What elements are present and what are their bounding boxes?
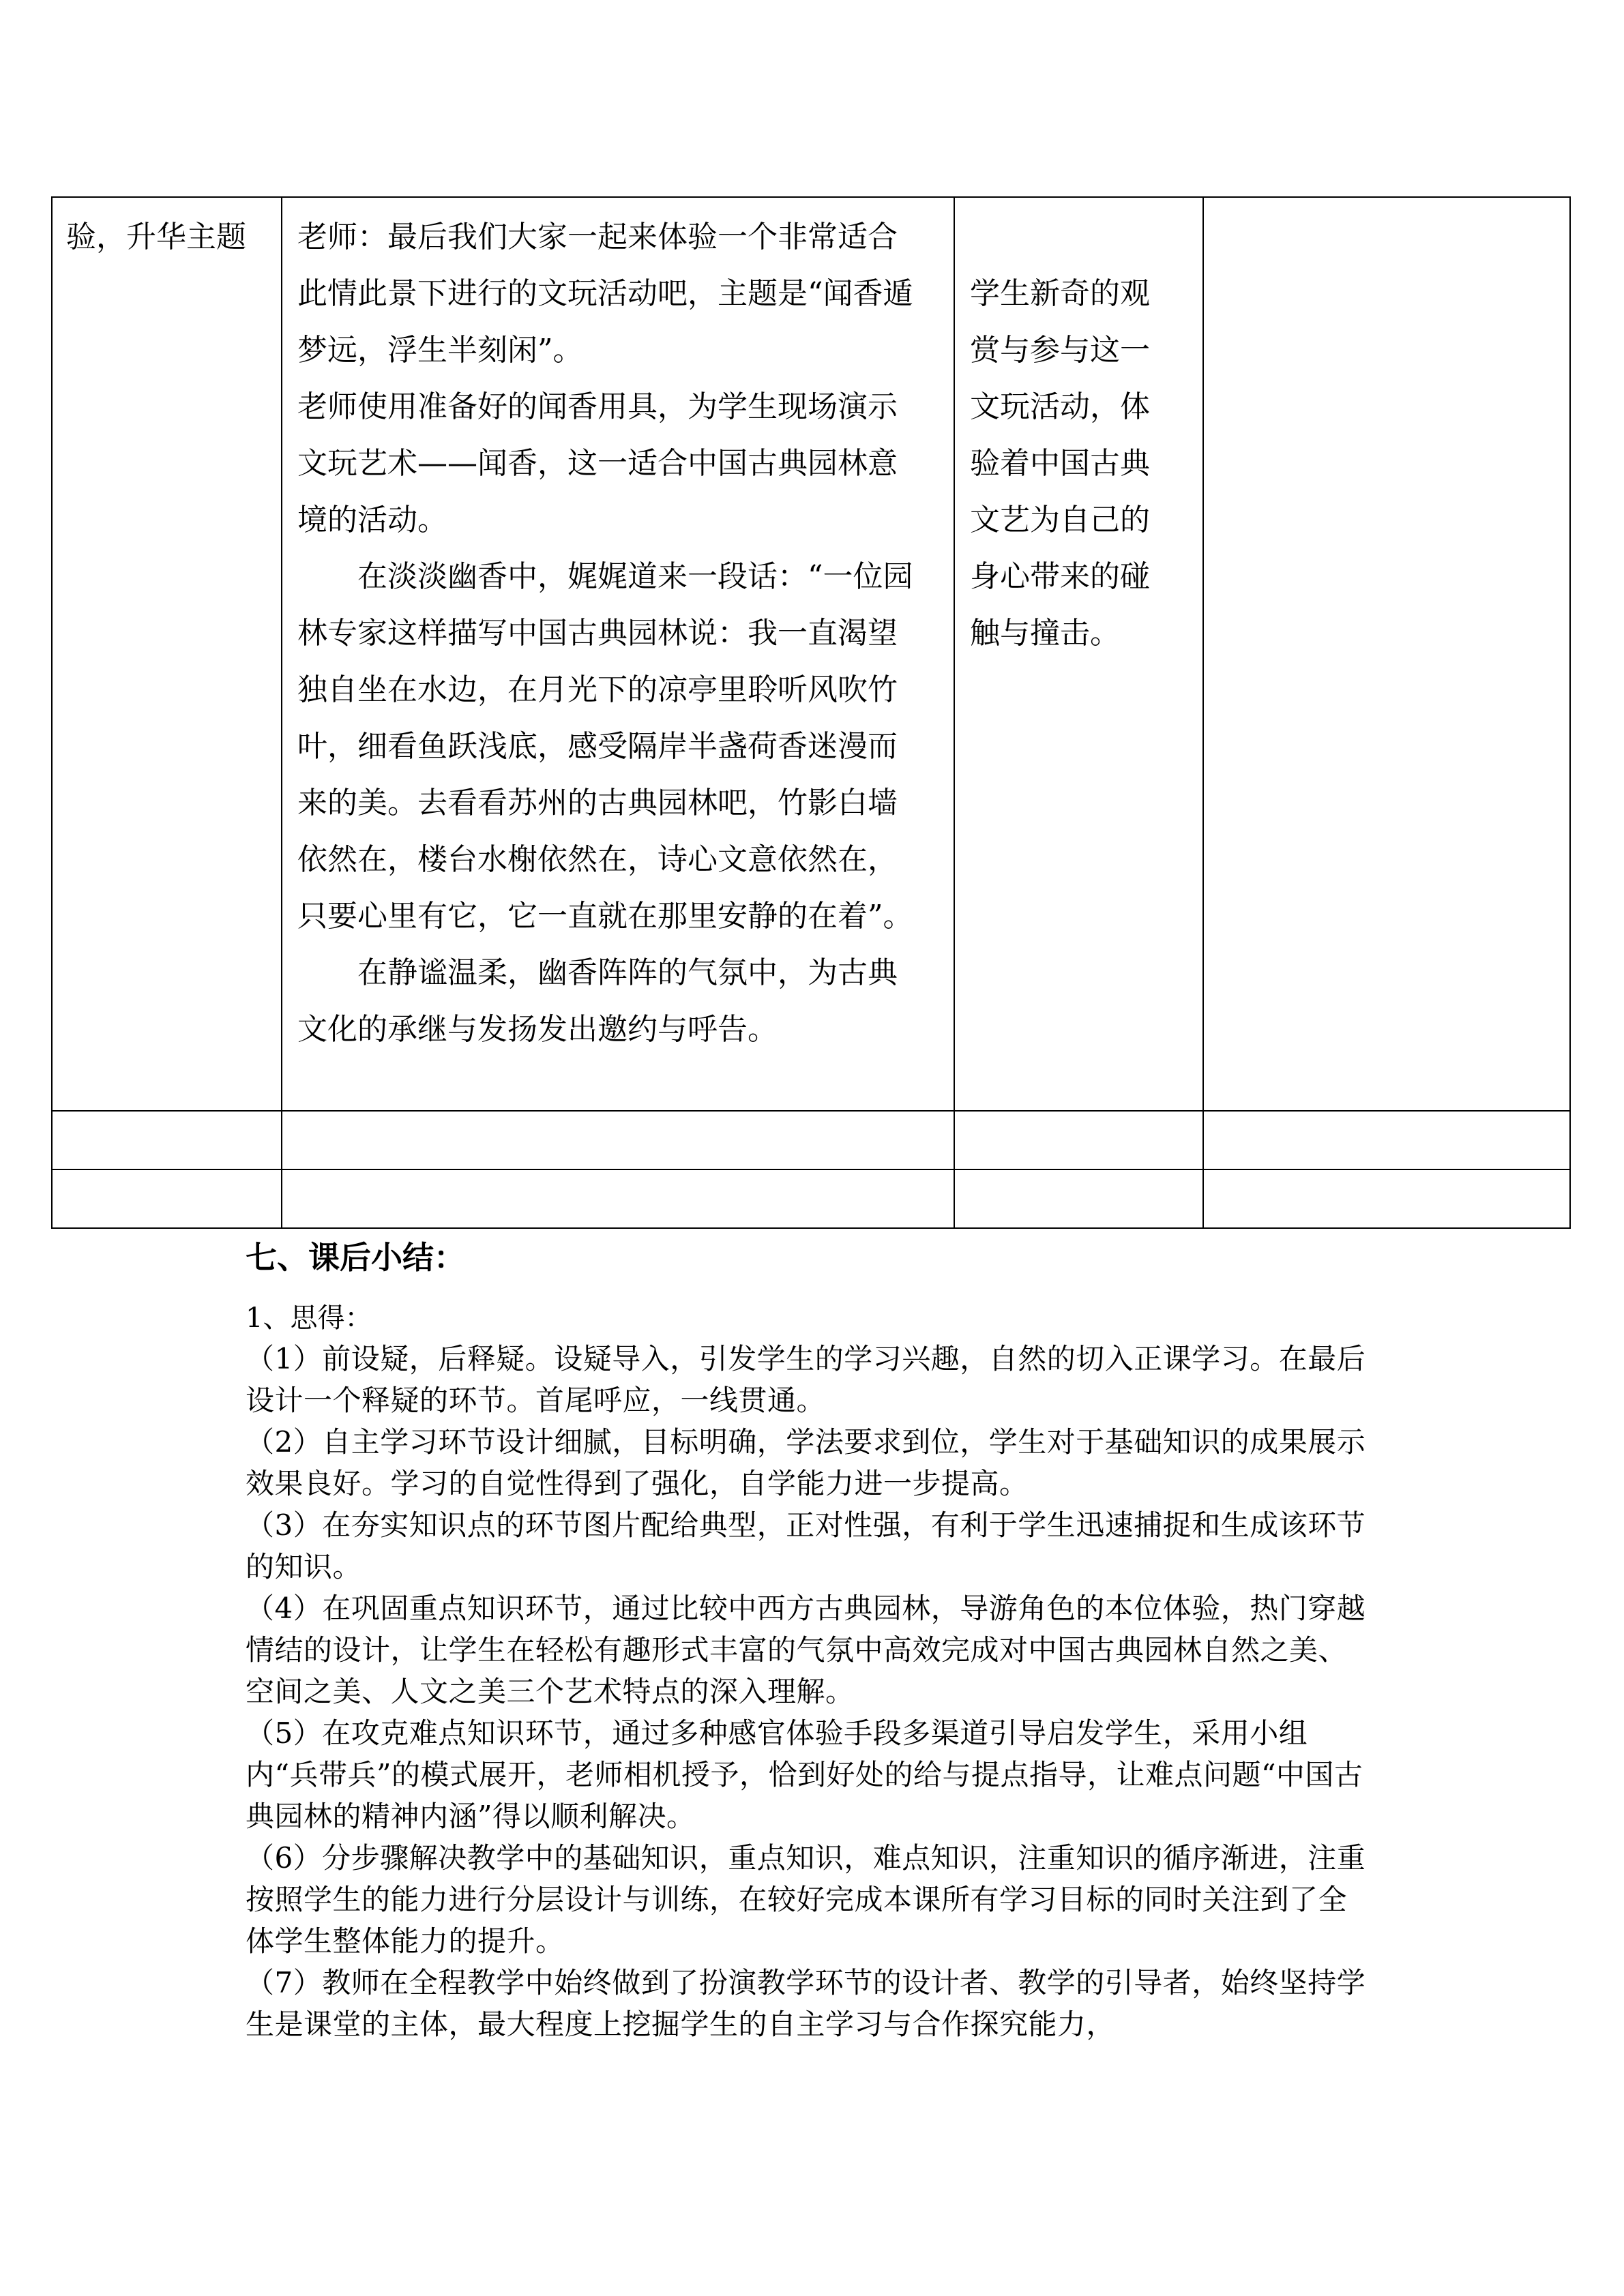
summary-item: （3）在夯实知识点的环节图片配给典型，正对性强，有利于学生迅速捕捉和生成该环节的知识。 bbox=[246, 1508, 1366, 1583]
summary-item: （5）在攻克难点知识环节，通过多种感官体验手段多渠道引导启发学生，采用小组内“兵带兵”的模式展开，老师相机授予，恰到好处的给与提点指导，让难点问题“中国古典园林的精神内涵”得以顺利解决。 bbox=[246, 1716, 1363, 1833]
summary-item: （1）前设疑，后释疑。设疑导入，引发学生的学习兴趣，自然的切入正课学习。在最后设计一个释疑的环节。首尾呼应，一线贯通。 bbox=[246, 1342, 1366, 1417]
summary-item: （2）自主学习环节设计细腻，目标明确，学法要求到位，学生对于基础知识的成果展示效果良好。学习的自觉性得到了强化，自学能力进一步提高。 bbox=[246, 1425, 1366, 1500]
teacher-activity-cell bbox=[282, 197, 954, 1111]
teacher-paragraph: 老师：最后我们大家一起来体验一个非常适合此情此景下进行的文玩活动吧，主题是“闻香遁梦远，浮生半刻闲”。 bbox=[297, 220, 913, 368]
table-row-empty bbox=[52, 1111, 1570, 1169]
summary-item: （4）在巩固重点知识环节，通过比较中西方古典园林，导游角色的本位体验，热门穿越情结的设计，让学生在轻松有趣形式丰富的气氛中高效完成对中国古典园林自然之美、空间之美、人文之美三个艺术特点的深入理解。 bbox=[246, 1592, 1366, 1708]
empty-cell bbox=[282, 1169, 954, 1228]
empty-cell bbox=[954, 1169, 1203, 1228]
teacher-paragraph: 老师使用准备好的闻香用具，为学生现场演示文玩艺术——闻香，这一适合中国古典园林意境的活动。 bbox=[297, 389, 898, 537]
summary-item: （7）教师在全程教学中始终做到了扮演教学环节的设计者、教学的引导者，始终坚持学生是课堂的主体，最大程度上挖掘学生的自主学习与合作探究能力， bbox=[246, 1966, 1366, 2041]
empty-cell bbox=[52, 1111, 282, 1169]
post-class-summary bbox=[246, 1233, 1371, 2045]
teacher-paragraph: 在静谧温柔，幽香阵阵的气氛中，为古典文化的承继与发扬发出邀约与呼告。 bbox=[297, 955, 898, 1047]
stage-cell: 验，升华主题 bbox=[52, 197, 282, 1111]
empty-cell bbox=[1203, 1111, 1570, 1169]
summary-item: （6）分步骤解决教学中的基础知识，重点知识，难点知识，注重知识的循序渐进，注重按照学生的能力进行分层设计与训练，在较好完成本课所有学习目标的同时关注到了全体学生整体能力的提升。 bbox=[246, 1841, 1366, 1958]
empty-cell bbox=[52, 1169, 282, 1228]
summary-subheading: 1、思得： bbox=[246, 1302, 372, 1334]
lesson-plan-table bbox=[51, 196, 1571, 1229]
table-row bbox=[52, 197, 1570, 1111]
notes-cell bbox=[1203, 197, 1570, 1111]
section-heading: 七、课后小结： bbox=[246, 1239, 465, 1276]
teacher-paragraph: 在淡淡幽香中，娓娓道来一段话：“一位园林专家这样描写中国古典园林说：我一直渴望独自坐在水边，在月光下的凉亭里聆听风吹竹叶，细看鱼跃浅底，感受隔岸半盏荷香迷漫而来的美。去看看苏州的古典园林吧，竹影白墙依然在，楼台水榭依然在，诗心文意依然在，只要心里有它，它一直就在那里安静的在着”。 bbox=[297, 559, 913, 934]
empty-cell bbox=[282, 1111, 954, 1169]
table-row-empty bbox=[52, 1169, 1570, 1228]
empty-cell bbox=[1203, 1169, 1570, 1228]
student-activity-cell: 学生新奇的观赏与参与这一文玩活动，体验着中国古典文艺为自己的身心带来的碰触与撞击。 bbox=[954, 197, 1203, 1111]
empty-cell bbox=[954, 1111, 1203, 1169]
